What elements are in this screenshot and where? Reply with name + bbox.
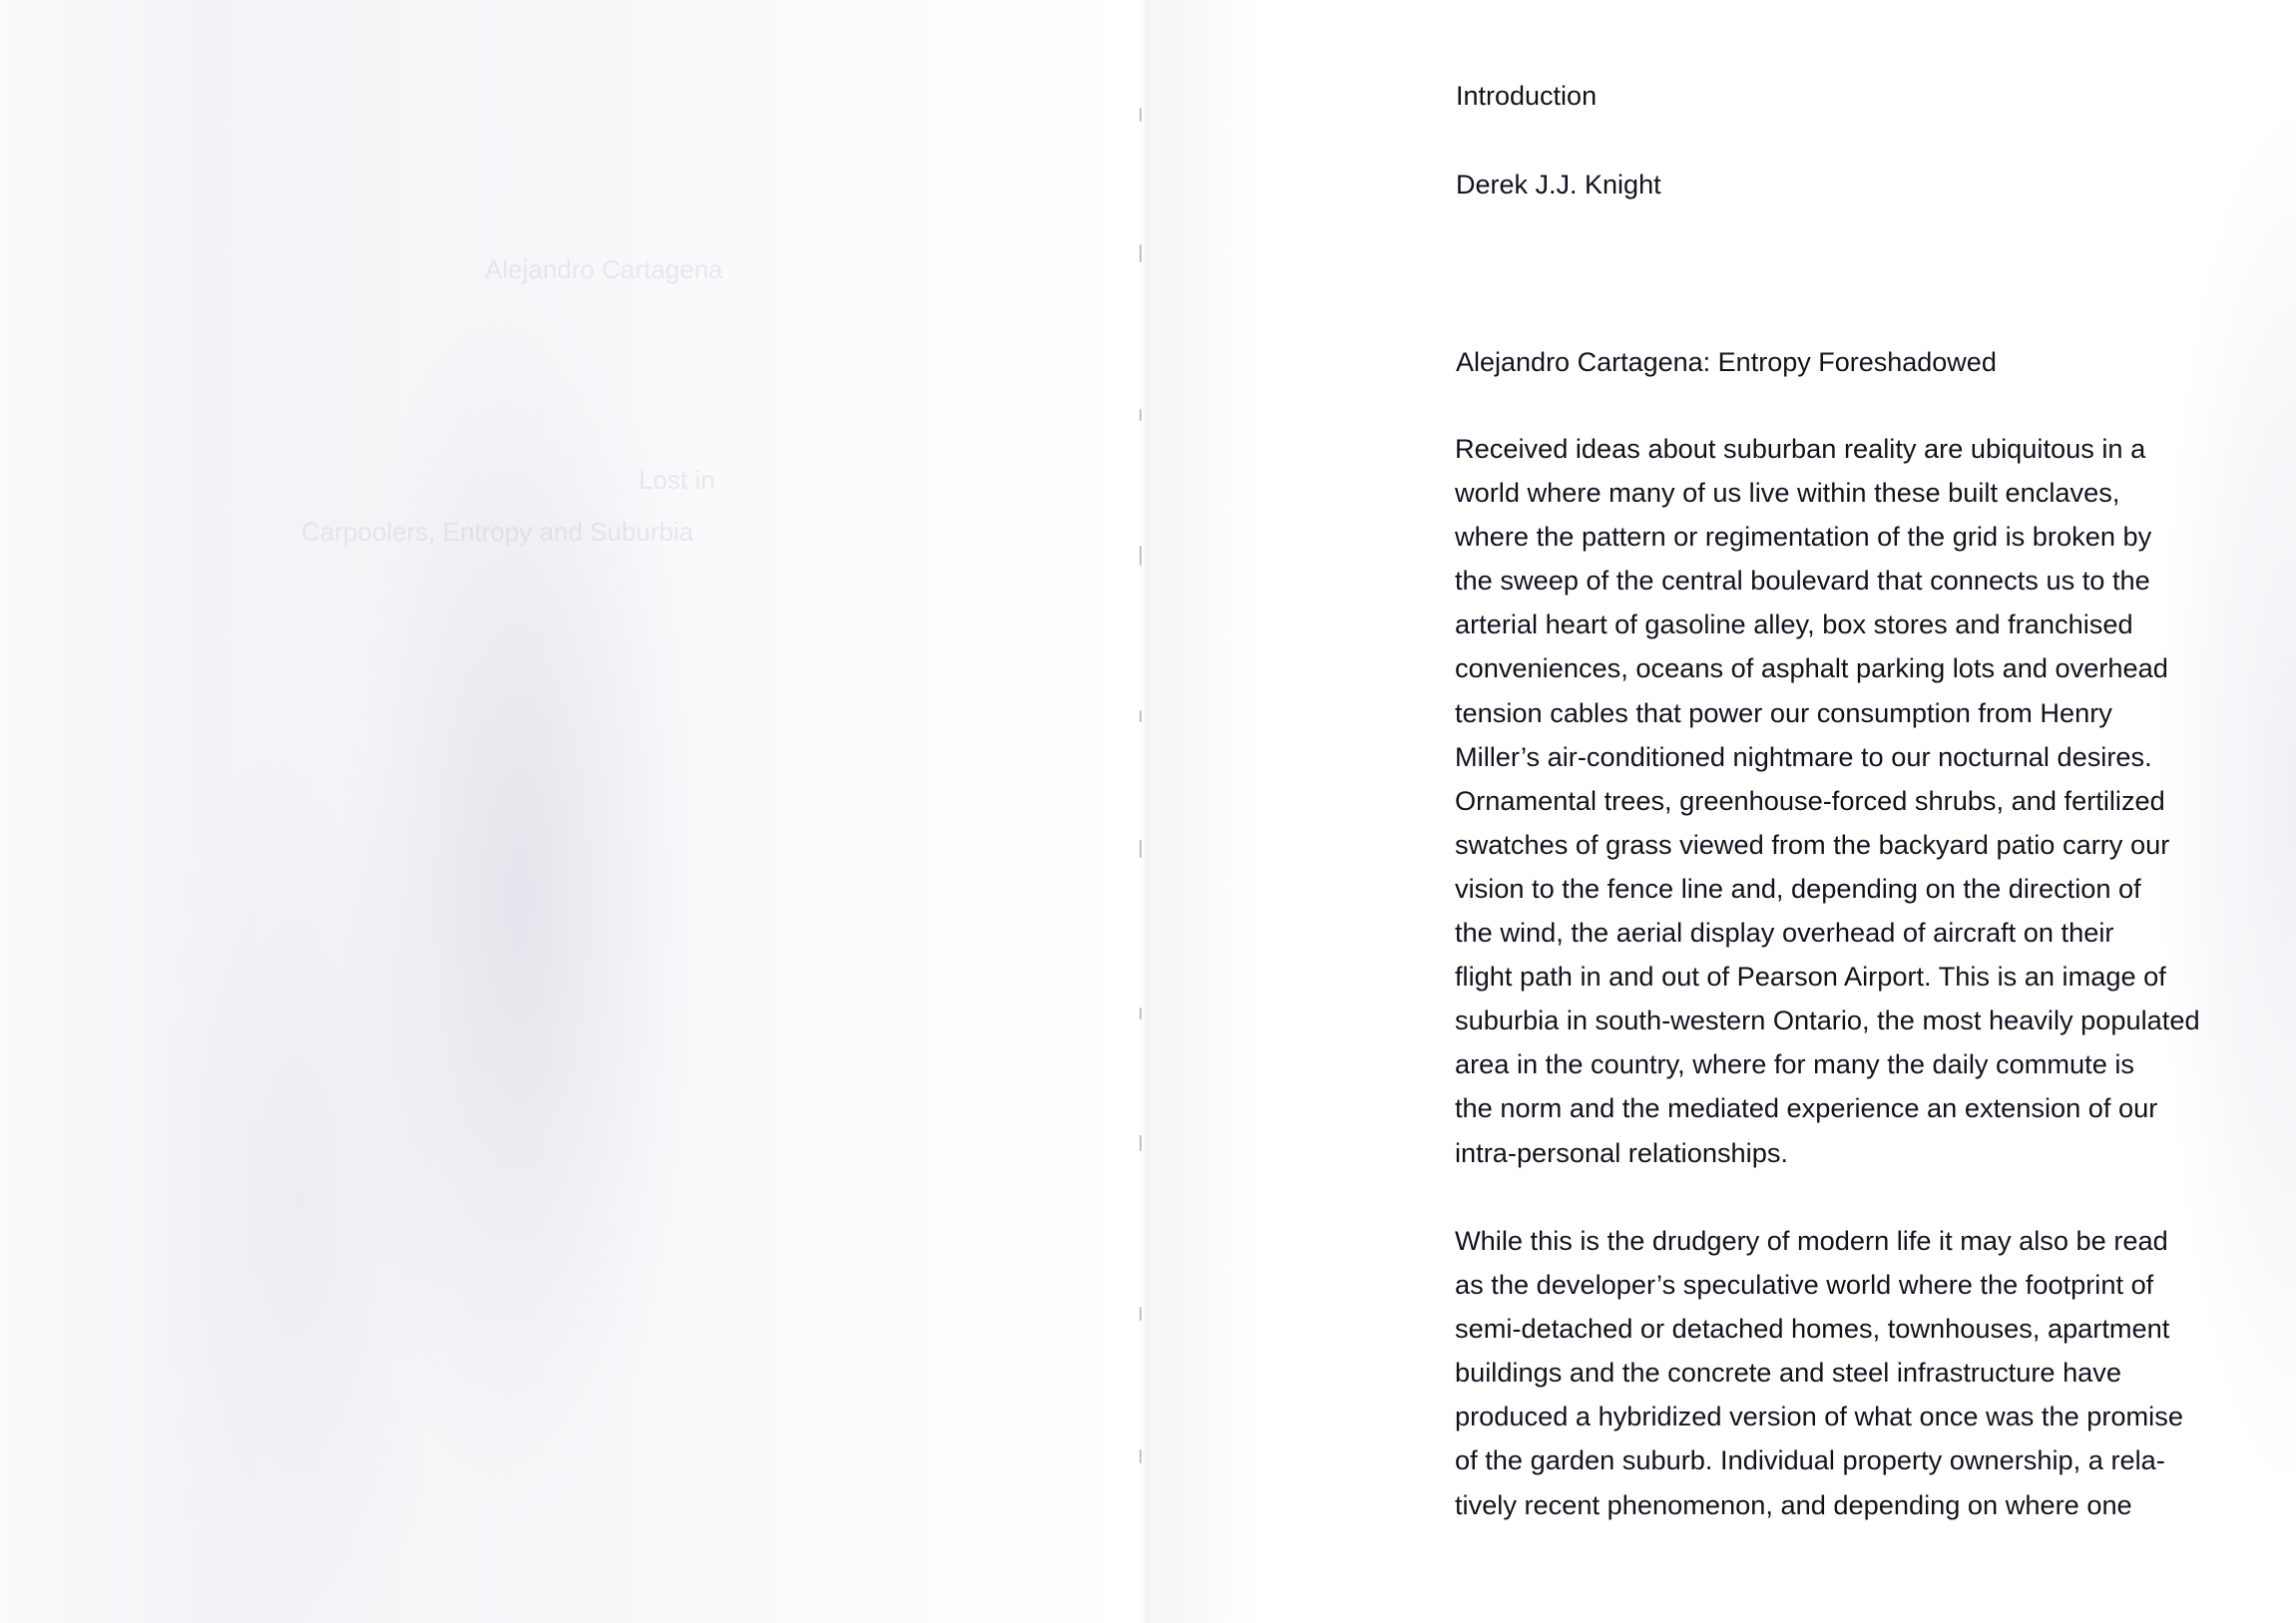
binding-stitch: [1140, 1449, 1142, 1463]
text-line: of the garden suburb. Individual property ownership, a rela-: [1455, 1444, 2165, 1476]
author-name: Derek J.J. Knight: [1456, 170, 1661, 200]
ghost-text-line: Lost in: [639, 465, 715, 495]
text-line: suburbia in south-western Ontario, the most heavily populated: [1455, 1005, 2200, 1036]
text-line: produced a hybridized version of what once was the promise: [1455, 1401, 2183, 1432]
section-label: Introduction: [1456, 81, 1598, 111]
text-line: buildings and the concrete and steel infrastructure have: [1455, 1357, 2122, 1389]
text-line: intra-personal relationships.: [1455, 1136, 1788, 1168]
text-line: flight path in and out of Pearson Airport. This is an image of: [1455, 961, 2166, 993]
text-line: Received ideas about suburban reality are ubiquitous in a: [1455, 433, 2146, 464]
binding-stitch: [1140, 710, 1142, 722]
text-line: arterial heart of gasoline alley, box stores and franchised: [1455, 609, 2133, 640]
binding-stitch: [1140, 1307, 1142, 1321]
text-line: Ornamental trees, greenhouse-forced shrubs, and fertilized: [1455, 784, 2165, 816]
binding-stitch: [1140, 1135, 1142, 1151]
text-line: as the developer’s speculative world where the footprint of: [1455, 1269, 2154, 1301]
body-paragraph: [1455, 1219, 2213, 1527]
text-line: the wind, the aerial display overhead of aircraft on their: [1455, 917, 2114, 949]
essay-title: Alejandro Cartagena: Entropy Foreshadowed: [1456, 347, 1997, 377]
binding-stitch: [1140, 108, 1142, 122]
left-page: [0, 0, 1141, 1623]
text-line: Miller’s air-conditioned nightmare to our nocturnal desires.: [1455, 740, 2152, 772]
text-line: semi-detached or detached homes, townhouses, apartment: [1455, 1313, 2170, 1345]
text-line: conveniences, oceans of asphalt parking lots and overhead: [1455, 652, 2168, 684]
text-line: world where many of us live within these built enclaves,: [1455, 477, 2120, 509]
text-line: area in the country, where for many the daily commute is: [1455, 1048, 2135, 1080]
text-line: the norm and the mediated experience an extension of our: [1455, 1092, 2158, 1124]
text-line: While this is the drudgery of modern life it may also be read: [1455, 1225, 2168, 1256]
text-line: tension cables that power our consumption from Henry: [1455, 696, 2112, 728]
text-line: swatches of grass viewed from the backyard patio carry our: [1455, 828, 2170, 860]
binding-stitch: [1140, 409, 1142, 421]
ghost-text-line: Alejandro Cartagena: [485, 254, 723, 284]
text-line: where the pattern or regimentation of the grid is broken by: [1455, 521, 2152, 553]
binding-stitch: [1140, 1008, 1142, 1019]
ghost-text-line: Carpoolers, Entropy and Suburbia: [301, 517, 694, 547]
body-paragraph: [1455, 427, 2213, 1175]
text-line: the sweep of the central boulevard that connects us to the: [1455, 565, 2150, 597]
binding-stitch: [1140, 546, 1142, 566]
right-page: [1145, 0, 2296, 1623]
text-line: tively recent phenomenon, and depending on where one: [1455, 1488, 2132, 1520]
binding-stitch: [1140, 840, 1142, 858]
text-line: vision to the fence line and, depending on the direction of: [1455, 872, 2141, 904]
binding-stitch: [1140, 244, 1142, 262]
